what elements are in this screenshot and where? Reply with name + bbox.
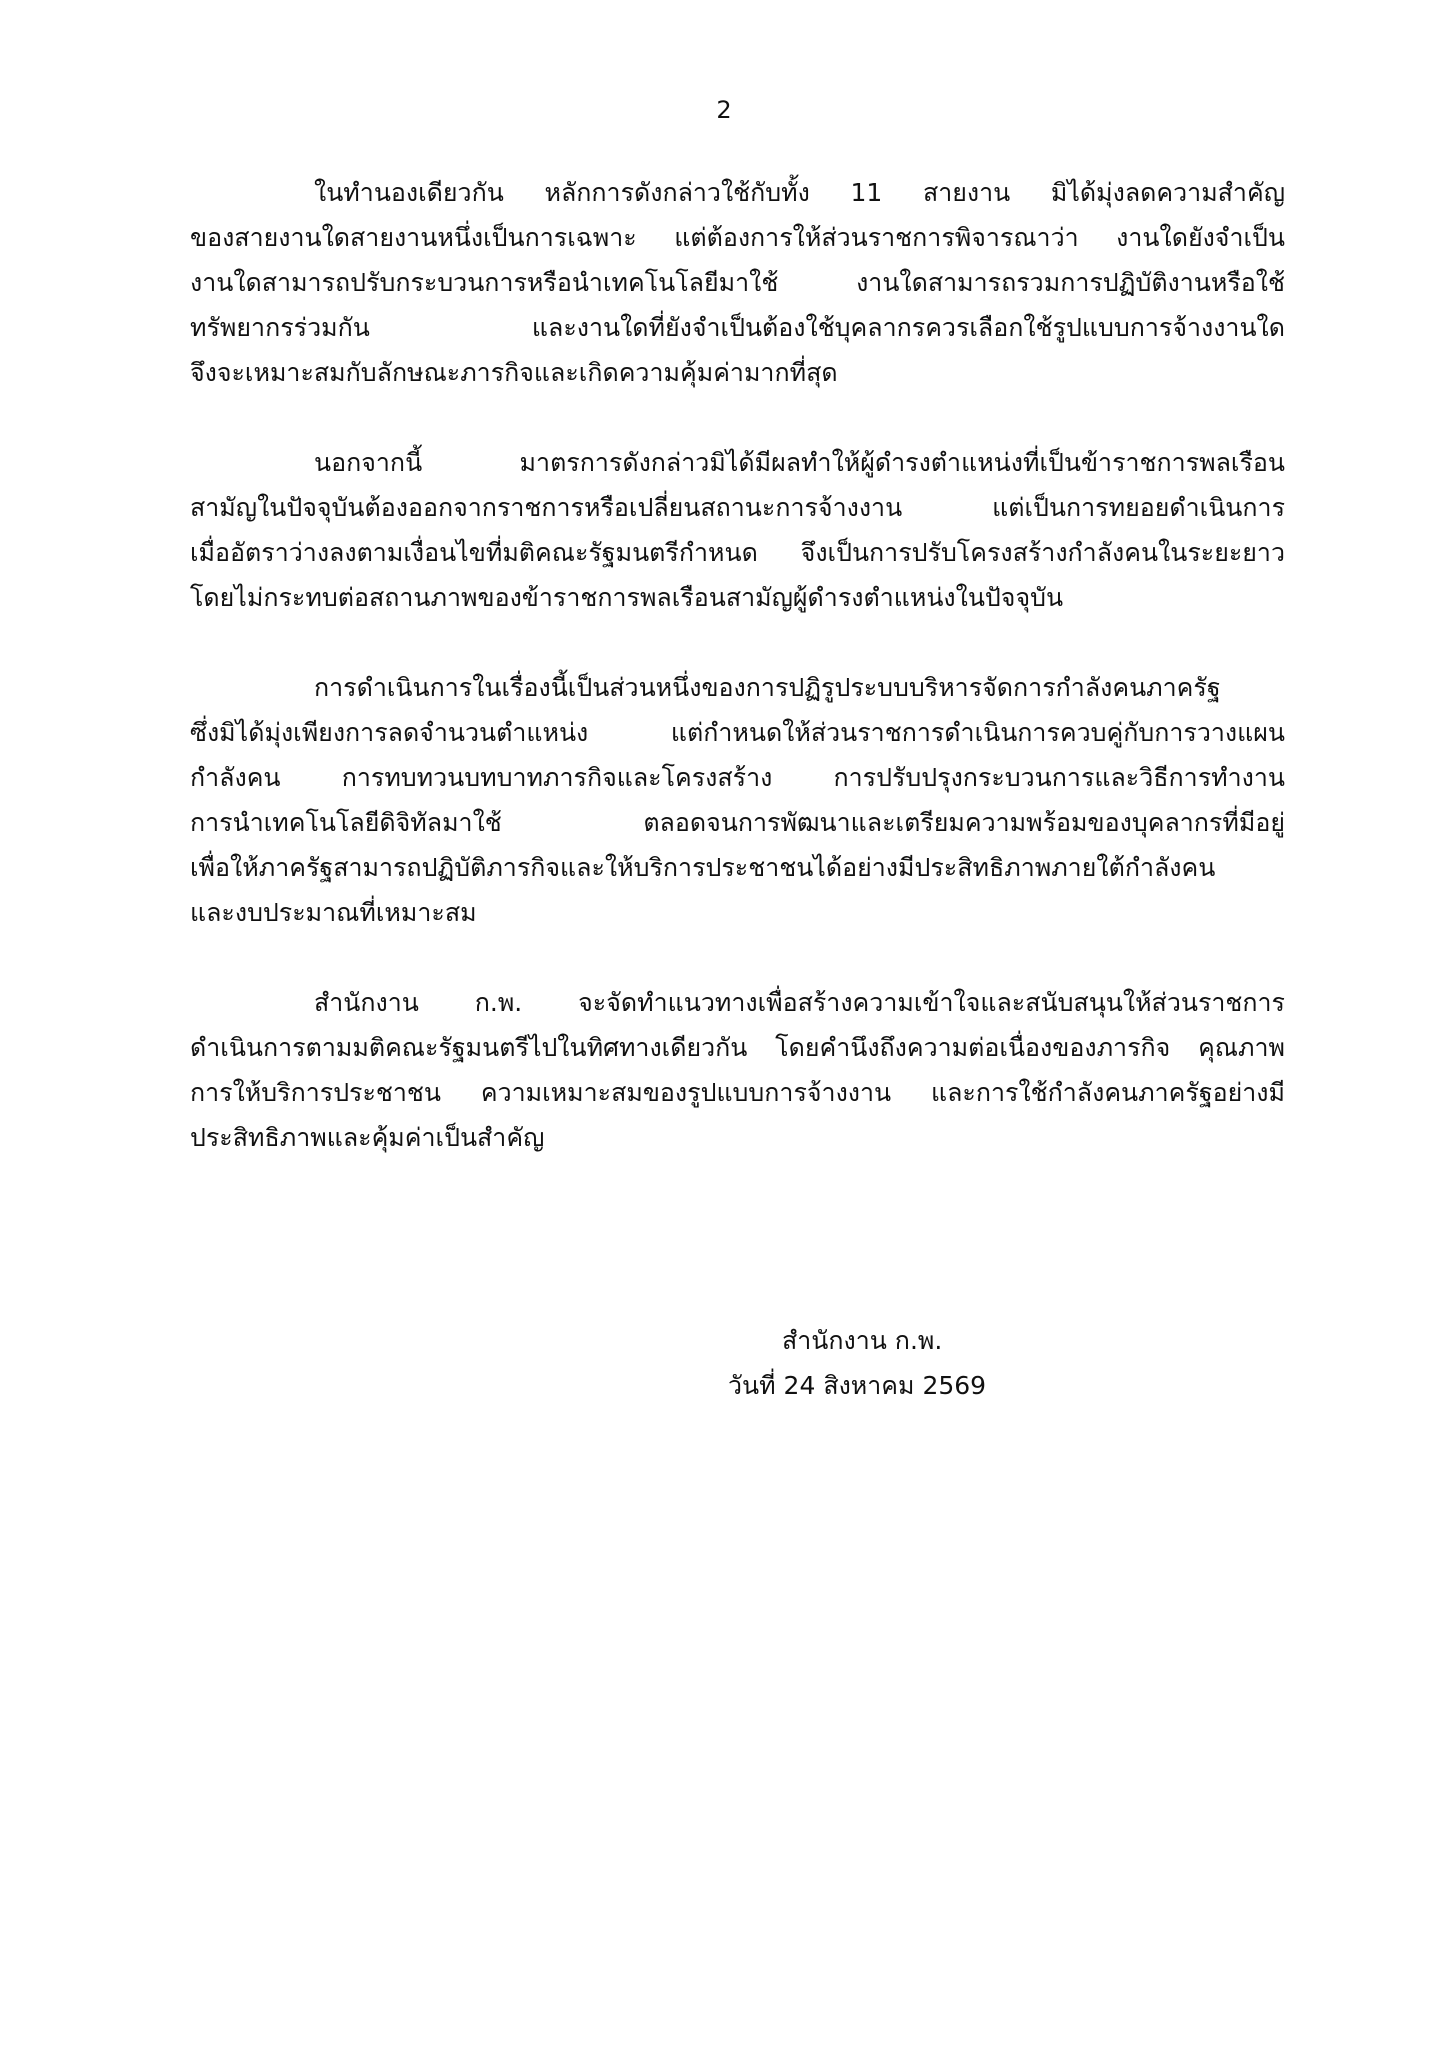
paragraph-line: งานใดสามารถปรับกระบวนการหรือนำเทคโนโลยีมาใช้ งานใดสามารถรวมการปฏิบัติงานหรือใช้ xyxy=(190,268,1285,297)
page-number: 2 xyxy=(716,96,732,124)
paragraph-line: กำลังคน การทบทวนบทบาทภารกิจและโครงสร้าง การปรับปรุงกระบวนการและวิธีการทำงาน xyxy=(190,763,1285,792)
paragraph-3 xyxy=(190,665,1285,935)
paragraph-line: สามัญในปัจจุบันต้องออกจากราชการหรือเปลี่ยนสถานะการจ้างงาน แต่เป็นการทยอยดำเนินการ xyxy=(190,493,1285,522)
paragraph-2 xyxy=(190,440,1285,620)
signature-date: วันที่ 24 สิงหาคม 2569 xyxy=(728,1371,987,1400)
paragraph-line: จึงจะเหมาะสมกับลักษณะภารกิจและเกิดความคุ้มค่ามากที่สุด xyxy=(190,358,838,387)
paragraph-line: ของสายงานใดสายงานหนึ่งเป็นการเฉพาะ แต่ต้องการให้ส่วนราชการพิจารณาว่า งานใดยังจำเป็น xyxy=(190,223,1285,252)
paragraph-line: เมื่ออัตราว่างลงตามเงื่อนไขที่มติคณะรัฐมนตรีกำหนด จึงเป็นการปรับโครงสร้างกำลังคนในระยะยาว xyxy=(190,538,1285,567)
paragraph-line: และงบประมาณที่เหมาะสม xyxy=(190,898,477,927)
paragraph-line: เพื่อให้ภาครัฐสามารถปฏิบัติภารกิจและให้บริการประชาชนได้อย่างมีประสิทธิภาพภายใต้กำลังคน xyxy=(190,853,1216,882)
paragraph-line: โดยไม่กระทบต่อสถานภาพของข้าราชการพลเรือนสามัญผู้ดำรงตำแหน่งในปัจจุบัน xyxy=(190,583,1064,612)
paragraph-line: ประสิทธิภาพและคุ้มค่าเป็นสำคัญ xyxy=(190,1123,545,1152)
paragraph-line: การให้บริการประชาชน ความเหมาะสมของรูปแบบการจ้างงาน และการใช้กำลังคนภาครัฐอย่างมี xyxy=(190,1078,1285,1107)
signature-block xyxy=(700,1318,1120,1408)
paragraph-1 xyxy=(190,170,1285,395)
paragraph-line: การนำเทคโนโลยีดิจิทัลมาใช้ ตลอดจนการพัฒนาและเตรียมความพร้อมของบุคลากรที่มีอยู่ xyxy=(190,808,1285,837)
paragraph-line: การดำเนินการในเรื่องนี้เป็นส่วนหนึ่งของการปฏิรูประบบบริหารจัดการกำลังคนภาครัฐ xyxy=(314,673,1221,702)
paragraph-line: ทรัพยากรร่วมกัน และงานใดที่ยังจำเป็นต้องใช้บุคลากรควรเลือกใช้รูปแบบการจ้างงานใด xyxy=(190,313,1285,342)
paragraph-line: ในทำนองเดียวกัน หลักการดังกล่าวใช้กับทั้ง 11 สายงาน มิได้มุ่งลดความสำคัญ xyxy=(314,178,1285,207)
signature-office: สำนักงาน ก.พ. xyxy=(782,1326,943,1355)
paragraph-line: นอกจากนี้ มาตรการดังกล่าวมิได้มีผลทำให้ผู้ดำรงตำแหน่งที่เป็นข้าราชการพลเรือน xyxy=(314,448,1285,477)
paragraph-4 xyxy=(190,980,1285,1160)
paragraph-line: สำนักงาน ก.พ. จะจัดทำแนวทางเพื่อสร้างความเข้าใจและสนับสนุนให้ส่วนราชการ xyxy=(314,988,1285,1017)
paragraph-line: ดำเนินการตามมติคณะรัฐมนตรีไปในทิศทางเดียวกัน โดยคำนึงถึงความต่อเนื่องของภารกิจ คุณภาพ xyxy=(190,1033,1285,1062)
document-body xyxy=(190,170,1285,1205)
paragraph-line: ซึ่งมิได้มุ่งเพียงการลดจำนวนตำแหน่ง แต่กำหนดให้ส่วนราชการดำเนินการควบคู่กับการวางแผน xyxy=(190,718,1285,747)
